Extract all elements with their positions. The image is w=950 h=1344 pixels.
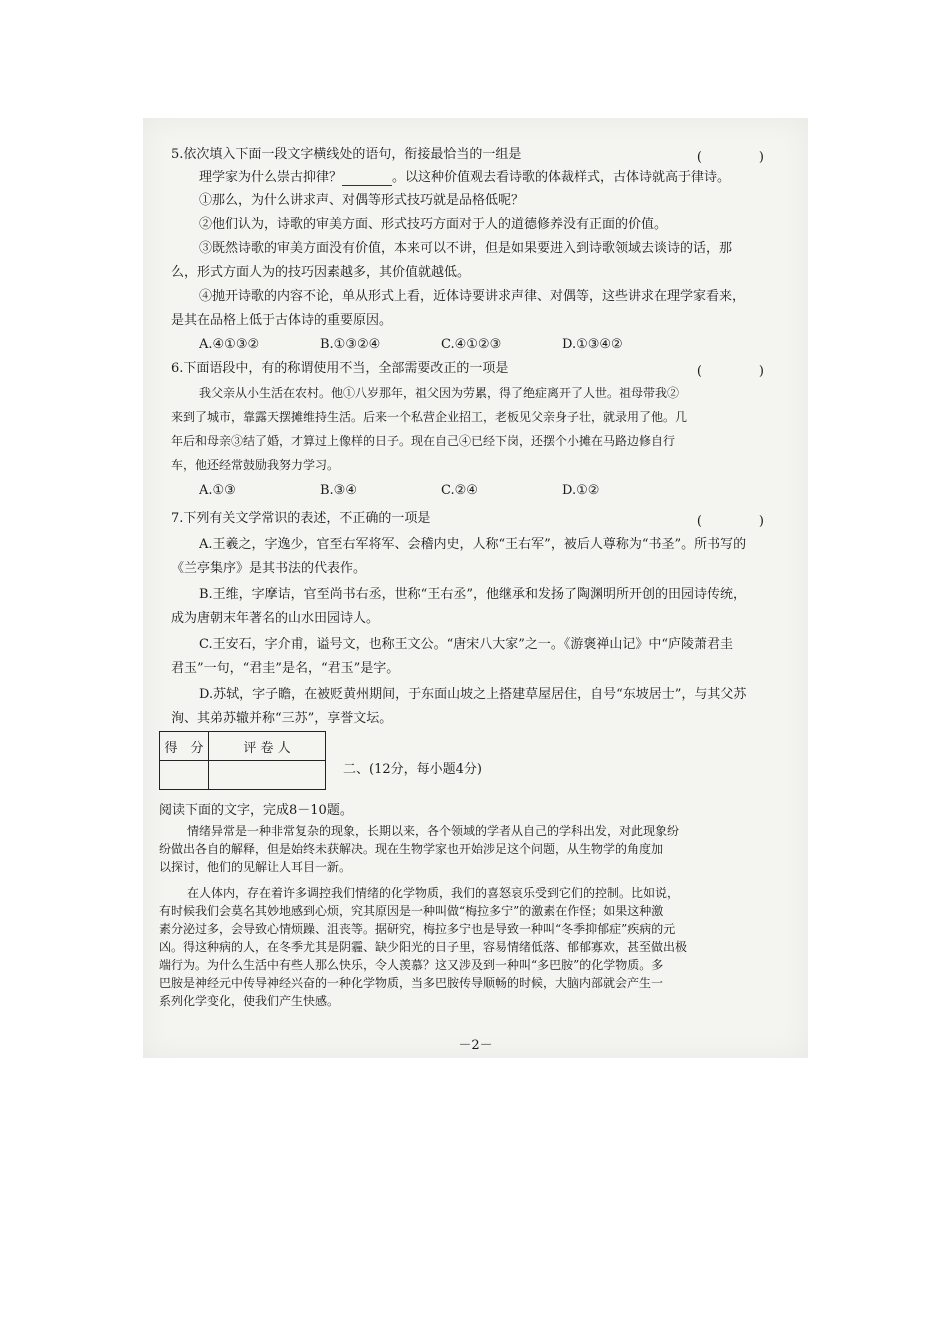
q6-passage-line-3: 年后和母亲③结了婚，才算过上像样的日子。现在自己④已经下岗，还摆个小摊在马路边修自行	[171, 434, 676, 448]
section-two-heading: 二、(12分，每小题4分)	[343, 762, 482, 777]
q7-option-a: A.王羲之，字逸少，官至右军将军、会稽内史，人称“王右军”，被后人尊称为“书圣”。所书写的	[199, 537, 747, 552]
q6-option-c: C.②④	[441, 483, 478, 498]
reading-line-8: 端行为。为什么生活中有些人那么快乐，令人羡慕？这又涉及到一种叫“多巴胺”的化学物质。多	[159, 958, 664, 972]
q7-option-d: D.苏轼，字子瞻，在被贬黄州期间，于东面山坡之上搭建草屋居住，自号“东坡居士”，与其父苏	[199, 687, 747, 702]
q7-option-c-cont: 君玉”一句，“君圭”是名，“君玉”是字。	[171, 661, 400, 676]
q5-intro	[199, 169, 790, 186]
reading-line-1: 情绪异常是一种非常复杂的现象，长期以来，各个领域的学者从自己的学科出发，对此现象纷	[187, 824, 680, 838]
q5-intro-before: 理学家为什么崇古抑律？	[199, 170, 343, 185]
grader-header: 评 卷 人	[209, 732, 326, 761]
q6-option-b: B.③④	[320, 483, 357, 498]
q7-option-c: C.王安石，字介甫，谥号文，也称王文公。“唐宋八大家”之一。《游褒禅山记》中“庐陵萧君圭	[199, 637, 734, 652]
reading-line-5: 有时候我们会莫名其妙地感到心烦，究其原因是一种叫做“梅拉多宁”的激素在作怪；如果这种激	[159, 904, 664, 918]
reading-line-2: 纷做出各自的解释，但是始终未获解决。现在生物学家也开始涉足这个问题，从生物学的角度加	[159, 842, 664, 856]
q6-passage-line-4: 车，他还经常鼓励我努力学习。	[171, 458, 340, 472]
q6-passage-line-1: 我父亲从小生活在农村。他①八岁那年，祖父因为劳累，得了绝症离开了人世。祖母带我②	[199, 386, 680, 400]
q7-option-b: B.王维，字摩诘，官至尚书右丞，世称“王右丞”，他继承和发扬了陶渊明所开创的田园诗传统，	[199, 587, 746, 602]
q7-option-a-cont: 《兰亭集序》是其书法的代表作。	[171, 561, 367, 576]
q5-option-b: B.①③②④	[320, 337, 381, 352]
q5-item-3: ③既然诗歌的审美方面没有价值，本来可以不讲，但是如果要进入到诗歌领域去谈诗的话，那	[199, 241, 733, 256]
reading-instruction: 阅读下面的文字，完成8－10题。	[159, 803, 353, 818]
reading-line-6: 素分泌过多，会导致心情烦躁、沮丧等。据研究，梅拉多宁也是导致一种叫“冬季抑郁症”疾病的元	[159, 922, 676, 936]
q5-item-2: ②他们认为，诗歌的审美方面、形式技巧方面对于人的道德修养没有正面的价值。	[199, 217, 668, 232]
q6-option-a: A.①③	[199, 483, 236, 498]
q6-option-d: D.①②	[562, 483, 600, 498]
q7-option-d-cont: 洵、其弟苏辙并称“三苏”，享誉文坛。	[171, 711, 393, 726]
reading-line-7: 凶。得这种病的人，在冬季尤其是阴霾、缺少阳光的日子里，容易情绪低落、郁郁寡欢，甚至做出极	[159, 940, 688, 954]
q6-answer-paren: ( )	[696, 364, 786, 379]
q5-option-c: C.④①②③	[441, 337, 502, 352]
page-number: －2－	[458, 1038, 493, 1053]
reading-line-4: 在人体内，存在着许多调控我们情绪的化学物质，我们的喜怒哀乐受到它们的控制。比如说，	[187, 886, 680, 900]
exam-page	[143, 118, 808, 1058]
q5-stem: 5.依次填入下面一段文字横线处的语句，衔接最恰当的一组是	[171, 147, 522, 162]
q7-stem: 7.下列有关文学常识的表述，不正确的一项是	[171, 511, 431, 526]
q5-intro-after: 。以这种价值观去看诗歌的体裁样式，古体诗就高于律诗。	[392, 170, 731, 185]
score-header: 得 分	[160, 732, 209, 761]
q7-option-b-cont: 成为唐朝末年著名的山水田园诗人。	[171, 611, 380, 626]
q5-blank	[342, 173, 392, 186]
score-table	[159, 731, 326, 790]
reading-line-10: 系列化学变化，使我们产生快感。	[159, 994, 340, 1008]
q6-passage-line-2: 来到了城市，靠露天摆摊维持生活。后来一个私营企业招工，老板见父亲身子壮，就录用了他。几	[171, 410, 688, 424]
grader-cell	[209, 761, 326, 790]
q7-answer-paren: ( )	[696, 514, 786, 529]
q5-answer-paren: ( )	[696, 150, 786, 165]
q5-options	[199, 336, 790, 353]
q5-item-4: ④抛开诗歌的内容不论，单从形式上看，近体诗要讲求声律、对偶等，这些讲求在理学家看来，	[199, 289, 746, 304]
reading-line-3: 以探讨，他们的见解让人耳目一新。	[159, 860, 352, 874]
q5-option-d: D.①③④②	[562, 337, 623, 352]
q5-option-a: A.④①③②	[199, 337, 260, 352]
q5-item-4-cont: 是其在品格上低于古体诗的重要原因。	[171, 313, 393, 328]
score-cell	[160, 761, 209, 790]
q6-options	[199, 482, 790, 499]
reading-line-9: 巴胺是神经元中传导神经兴奋的一种化学物质，当多巴胺传导顺畅的时候，大脑内部就会产生一	[159, 976, 664, 990]
q5-item-1: ①那么，为什么讲求声、对偶等形式技巧就是品格低呢？	[199, 193, 525, 208]
q6-stem: 6.下面语段中，有的称谓使用不当，全部需要改正的一项是	[171, 361, 509, 376]
q5-item-3-cont: 么，形式方面人为的技巧因素越多，其价值就越低。	[171, 265, 471, 280]
